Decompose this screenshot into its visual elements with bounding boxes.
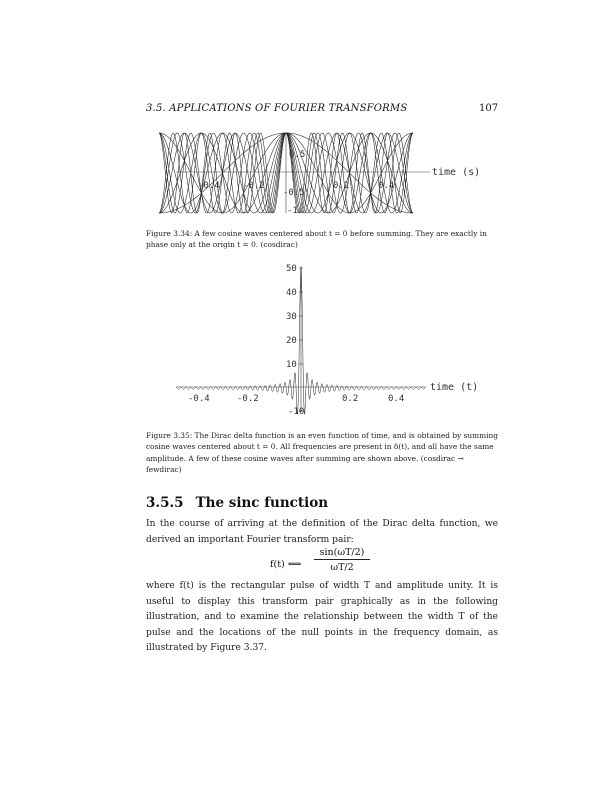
equation-lhs: f(t) ⟺: [270, 559, 302, 570]
fig2-xtick-1: -0.2: [237, 394, 259, 404]
section-heading: [146, 495, 328, 511]
fig2-ytick-5: -10: [288, 407, 305, 417]
fig1-ytick-2: -1: [287, 206, 298, 216]
fig2-xtick-0: -0.4: [188, 394, 210, 404]
fig1-ytick-1: -0.5: [283, 188, 305, 198]
figure-3-35-caption: [146, 430, 498, 475]
fig2-xlabel: time (t): [430, 382, 479, 393]
section-number: 3.5.5: [146, 495, 184, 511]
fig334-text: A few cosine waves centered about t = 0 before summing. They are exactly in phase only at the origin t = 0. (cosdirac): [146, 229, 487, 250]
equation-denominator: ωT/2: [330, 562, 354, 573]
fig2-ytick-0: 50: [286, 264, 297, 274]
fig1-xtick-1: -0.2: [243, 181, 265, 191]
fig2-ytick-3: 20: [286, 336, 297, 346]
equation-fraction: [314, 547, 370, 573]
fig335-text: The Dirac delta function is an even function of time, and is obtained by summing cosine waves centered about t = 0. All frequencies are present in δ(t), and all have the same amplitude. A few of these cosine waves after summing are shown above. (cosdirac → fewdirac): [146, 431, 499, 474]
equation-numerator: sin(ωT/2): [314, 547, 370, 560]
fig335-label: Figure 3.35:: [146, 431, 193, 440]
paragraph-1: In the course of arriving at the definition of the Dirac delta function, we derived an important Fourier transform pair:: [146, 519, 498, 545]
fig1-xtick-3: 0.4: [378, 181, 395, 191]
fig2-ytick-2: 30: [286, 312, 297, 322]
running-title: 3.5. APPLICATIONS OF FOURIER TRANSFORMS: [146, 103, 408, 114]
section-title: The sinc function: [195, 495, 329, 511]
fig2-ytick-4: 10: [286, 360, 297, 370]
fig1-ytick-0: 0.5: [289, 150, 306, 160]
fig2-xtick-3: 0.4: [388, 394, 405, 404]
fig334-label: Figure 3.34:: [146, 229, 193, 238]
paragraph-2: where f(t) is the rectangular pulse of width T and amplitude unity. It is useful to display this transform pair graphically as in the following illustration, and to examine the relationship between the width T of the pulse and the locations of the null points in the frequency domain, as illustrated by Figure 3.37.: [146, 581, 498, 654]
fig1-xtick-2: 0.2: [333, 181, 350, 191]
fig2-ytick-1: 40: [286, 288, 297, 298]
fig1-xtick-0: -0.4: [198, 181, 220, 191]
fig2-xtick-2: 0.2: [342, 394, 359, 404]
page-number: 107: [479, 103, 499, 114]
fig1-xlabel: time (s): [432, 167, 481, 178]
